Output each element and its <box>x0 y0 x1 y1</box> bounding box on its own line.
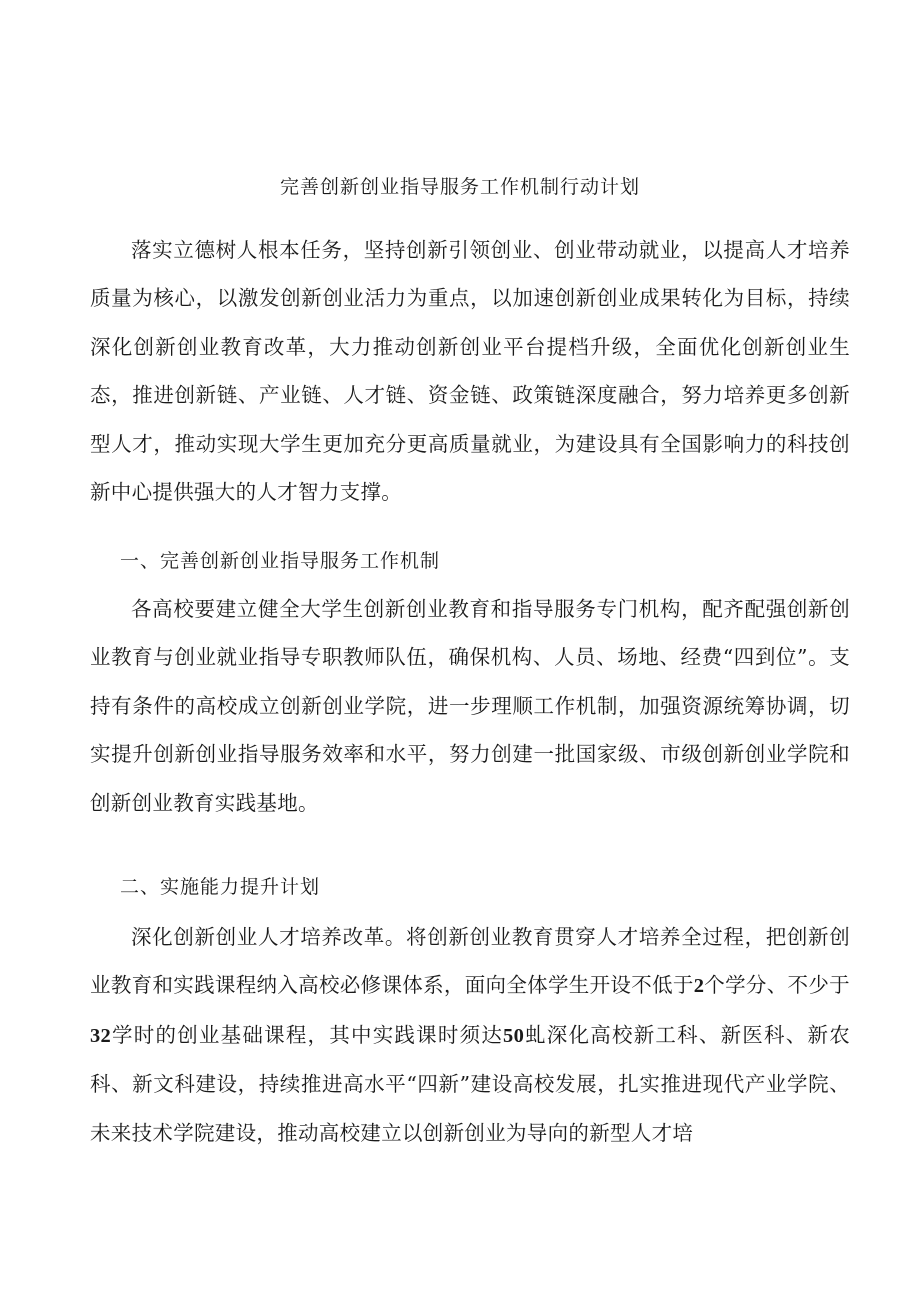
document-title: 完善创新创业指导服务工作机制行动计划 <box>279 176 640 198</box>
intro-paragraph: 落实立德树人根本任务，坚持创新引领创业、创业带动就业，以提高人才培养质量为核心，以激发创新创业活力为重点，以加速创新创业成果转化为目标，持续深化创新创业教育改革，大力推动创新创业平台提档升级，全面优化创新创业生态，推进创新链、产业链、人才链、资金链、政策链深度融合，努力培养更多创新型人才，推动实现大学生更加充分更高质量就业，为建设具有全国影响力的科技创新中心提供强大的人才智力支撑。 <box>90 238 850 505</box>
section-2-text-d: 虬深化高校新工科、新医科、新农科、新文科建设，持续推进高水平“四新”建设高校发展，扎实推进现代产业学院、未来技术学院建设，推动高校建立以创新创业为导向的新型人才培 <box>90 1022 850 1145</box>
section-2-body <box>90 913 850 1157</box>
section-1-body: 各高校要建立健全大学生创新创业教育和指导服务专门机构，配齐配强创新创业教育与创业就业指导专职教师队伍，确保机构、人员、场地、经费“四到位”。支持有条件的高校成立创新创业学院，进一步理顺工作机制，加强资源统筹协调，切实提升创新创业指导服务效率和水平，努力创建一批国家级、市级创新创业学院和创新创业教育实践基地。 <box>90 597 850 815</box>
section-2-text-c: 学时的创业基础课程，其中实践课时须达 <box>111 1022 504 1047</box>
section-2-heading: 二、实施能力提升计划 <box>120 876 321 898</box>
section-1-heading: 一、完善创新创业指导服务工作机制 <box>120 550 441 572</box>
section-2-text-b: 个学分、不少于 <box>704 973 850 998</box>
practice-percent: 50 <box>503 1024 525 1047</box>
credit-count: 2 <box>693 975 705 998</box>
section-2-text-a: 深化创新创业人才培养改革。将创新创业教育贯穿人才培养全过程，把创新创业教育和实践课程纳入高校必修课体系，面向全体学生开设不低于 <box>90 925 850 998</box>
hours-count: 32 <box>90 1024 112 1047</box>
